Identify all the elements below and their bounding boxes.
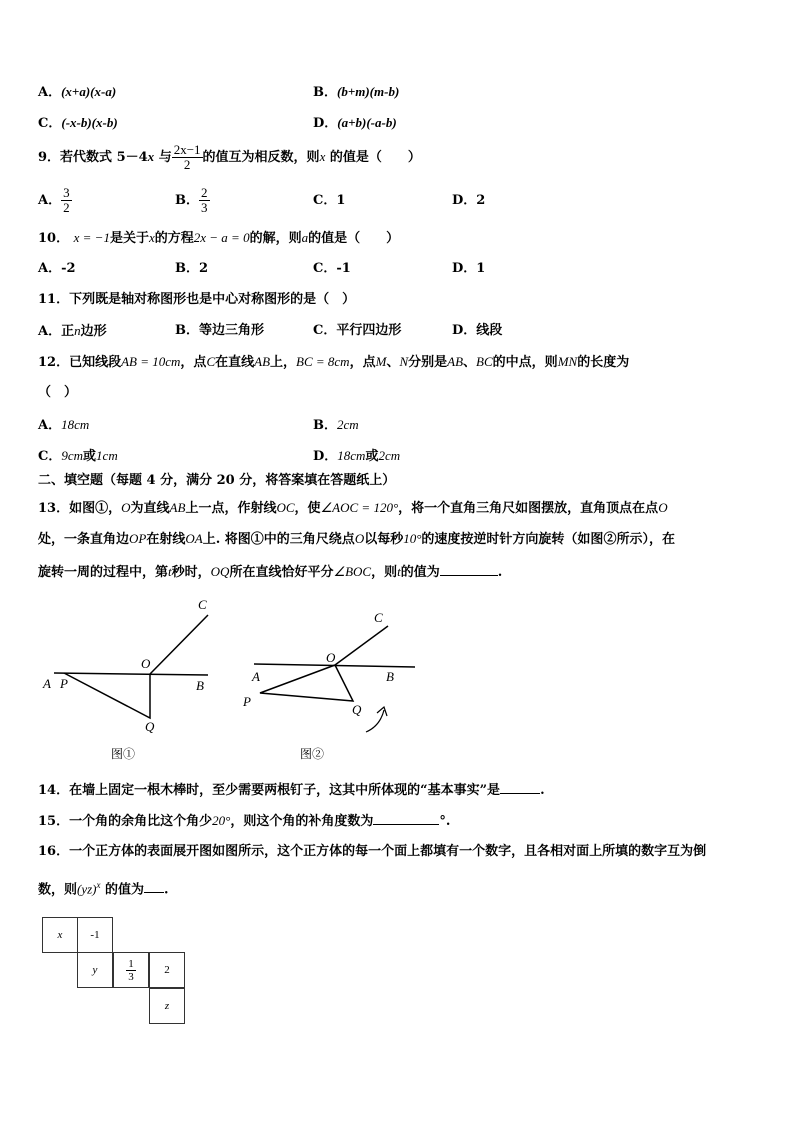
q9-option-a: A． $\frac{3}{2}$ — [38, 185, 70, 215]
net-cell-minus-one: -1 — [77, 917, 113, 953]
fig1-label-o: O — [141, 656, 151, 671]
q12-option-b: B．2cm — [313, 417, 359, 433]
fig2-triangle — [260, 665, 353, 701]
q11-option-a: A．正n边形 — [38, 323, 107, 339]
fig1-caption: 图① — [111, 747, 136, 761]
q13-figures — [30, 592, 430, 767]
fig1-ray-oc — [150, 615, 208, 674]
figure-1 — [54, 615, 208, 718]
fig2-ray-oc — [335, 626, 388, 665]
q9-option-d: D．2 — [452, 193, 486, 208]
q10-option-c: C．-1 — [313, 261, 351, 276]
q8-option-d: D．(a+b)(-a-b) — [313, 115, 397, 131]
q9-stem: 9．若代数式 5－4x 与 $\frac{2x-1}{2}$ 的值互为相反数，则x 的值是（ ） — [38, 142, 421, 172]
q12-answer-paren: （ ） — [38, 385, 78, 400]
q15-answer-blank — [373, 812, 439, 825]
q10-option-d: D．1 — [452, 261, 486, 276]
q12-option-d: D．18cm或2cm — [313, 448, 401, 464]
q11-option-d: D．线段 — [452, 323, 503, 338]
section-heading: 二、填空题（每题 4 分，满分 20 分，将答案填在答题纸上） — [38, 473, 396, 488]
fig2-label-p: P — [243, 694, 251, 709]
q12-option-c: C．9cm或1cm — [38, 448, 118, 464]
fig2-rotation-arrow — [366, 710, 384, 732]
q10-stem: 10． x = −1是关于x的方程2x − a = 0的解，则a的值是（ ） — [38, 230, 400, 246]
fig2-label-c: C — [374, 610, 383, 625]
q13-line1: 13．如图①，O为直线AB上一点，作射线OC，使∠AOC = 120°，将一个直角三角尺如图摆放，直角顶点在点O — [38, 500, 668, 516]
fig1-label-p: P — [60, 676, 68, 691]
q9-fraction: $\frac{2x-1}{2}$ — [173, 142, 201, 172]
q11-option-c: C．平行四边形 — [313, 323, 402, 338]
q12-stem: 12．已知线段AB = 10cm，点C在直线AB上，BC = 8cm，点M、N分别是AB、BC的中点，则MN的长度为 — [38, 354, 630, 370]
fig2-label-a: A — [252, 669, 260, 684]
fig1-label-c: C — [198, 597, 207, 612]
q10-option-a: A．-2 — [38, 261, 76, 276]
fig1-label-q: Q — [145, 719, 155, 734]
q13-answer-blank — [440, 563, 498, 576]
q11-stem: 11．下列既是轴对称图形也是中心对称图形的是（ ） — [38, 292, 356, 307]
q11-option-b: B．等边三角形 — [175, 323, 264, 338]
q10-option-b: B．2 — [175, 261, 209, 276]
fig1-label-b: B — [196, 678, 204, 693]
q13-line3: 旋转一周的过程中，第t秒时，OQ所在直线恰好平分∠BOC，则t的值为 . — [38, 564, 503, 580]
q8-option-b: B．(b+m)(m-b) — [313, 84, 400, 100]
net-cell-two: 2 — [149, 952, 185, 988]
net-cell-one-third: $\frac{1}{3}$ — [113, 952, 149, 988]
q13-line2: 处，一条直角边OP在射线OA上. 将图①中的三角尺绕点O以每秒10°的速度按逆时针方向旋转（如图②所示），在 — [38, 531, 675, 547]
q9-option-c: C．1 — [313, 193, 346, 208]
fig1-triangle — [64, 673, 150, 718]
q8-option-c: C．(-x-b)(x-b) — [38, 115, 118, 131]
q15-stem: 15．一个角的余角比这个角少20°，则这个角的补角度数为 °. — [38, 813, 451, 829]
net-cell-x: x — [42, 917, 78, 953]
q16-answer-blank — [144, 880, 164, 893]
net-cell-y: y — [77, 952, 113, 988]
q14-stem: 14．在墙上固定一根木棒时，至少需要两根钉子，这其中所体现的“基本事实”是 . — [38, 783, 545, 798]
fig2-label-b: B — [386, 669, 394, 684]
q14-answer-blank — [500, 781, 540, 794]
net-cell-z: z — [149, 988, 185, 1024]
fig2-label-q: Q — [352, 702, 362, 717]
q9-option-b: B． $\frac{2}{3}$ — [175, 185, 208, 215]
q12-option-a: A．18cm — [38, 417, 90, 433]
fig2-label-o: O — [326, 650, 336, 665]
fig1-line-ab — [54, 673, 208, 675]
fig1-label-a: A — [43, 676, 51, 691]
q16-line2: 数，则(yz)$^x$ 的值为 . — [38, 880, 169, 898]
q16-line1: 16．一个正方体的表面展开图如图所示，这个正方体的每一个面上都填有一个数字，且各相对面上所填的数字互为倒 — [38, 844, 707, 859]
q8-option-a: A．(x+a)(x-a) — [38, 84, 117, 100]
fig2-caption: 图② — [300, 747, 325, 761]
